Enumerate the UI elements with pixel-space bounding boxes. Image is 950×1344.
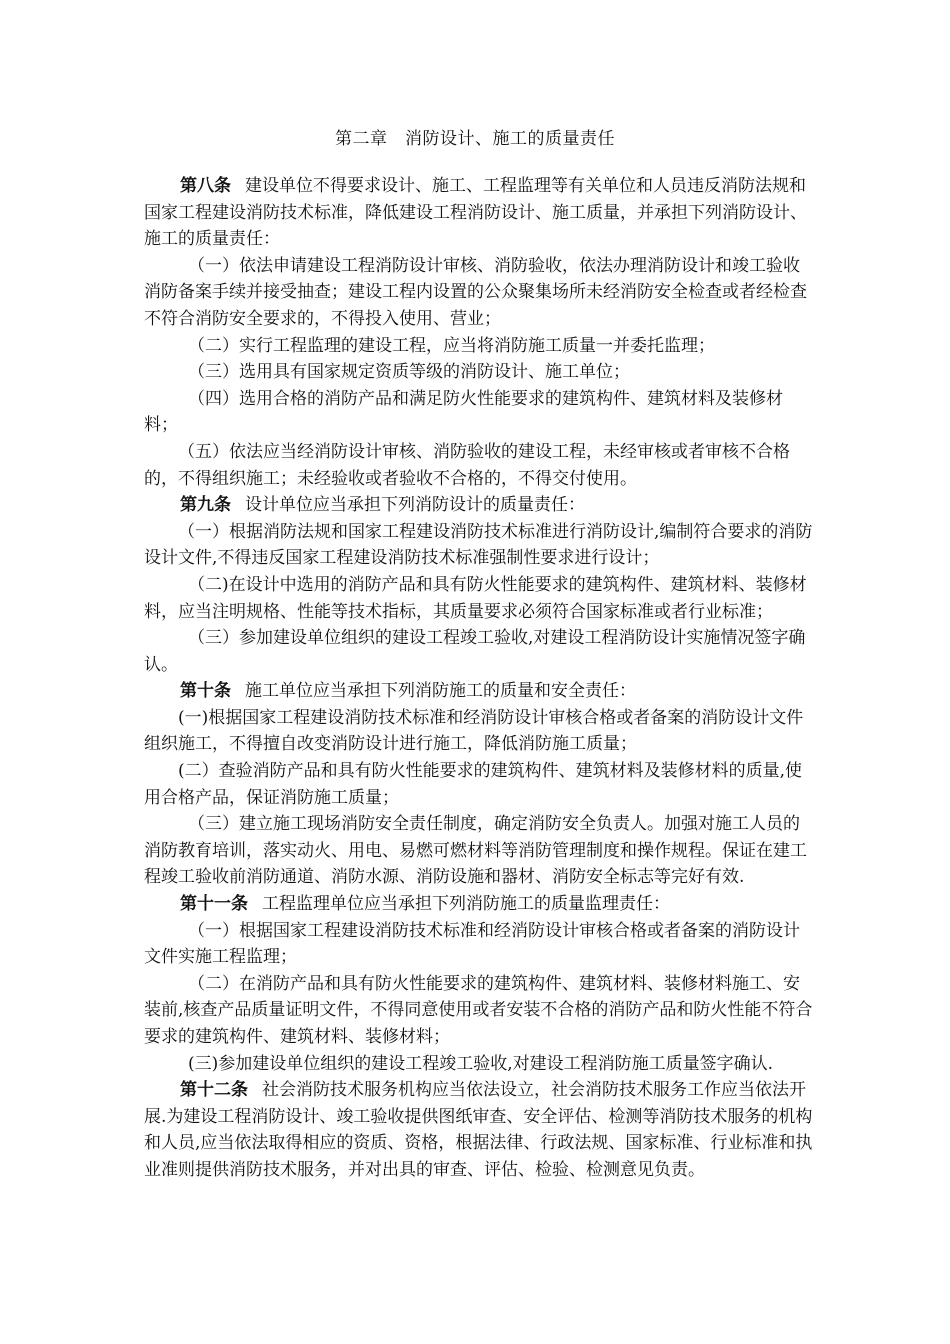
article-10-item-2: (二）查验消防产品和具有防火性能要求的建筑构件、建筑材料及装修材料的质量,使用合格产品，保证消防施工质量；	[144, 761, 803, 808]
document-body	[144, 173, 814, 1184]
article-8-intro	[144, 173, 814, 253]
article-11-item-2: （二）在消防产品和具有防火性能要求的建筑构件、建筑材料、装修材料施工、安装前,核查产品质量证明文件，不得同意使用或者安装不合格的消防产品和防火性能不符合要求的建筑构件、建筑材料、装修材料；	[144, 973, 813, 1047]
article-8-item-3: （三）选用具有国家规定资质等级的消防设计、施工单位；	[188, 362, 630, 383]
article-9-text: 设计单位应当承担下列消防设计的质量责任：	[245, 495, 585, 516]
article-9-number: 第九条	[180, 495, 231, 516]
article-8-item-2: （二）实行工程监理的建设工程，应当将消防施工质量一并委托监理；	[188, 335, 715, 356]
article-11-intro	[144, 891, 814, 918]
article-9-item-1: （一）根据消防法规和国家工程建设消防技术标准进行消防设计,编制符合要求的消防设计文件,不得违反国家工程建设消防技术标准强制性要求进行设计；	[144, 521, 813, 569]
article-10-item-1: (一)根据国家工程建设消防技术标准和经消防设计审核合格或者备案的消防设计文件组织施工，不得擅自改变消防设计进行施工，降低消防施工质量；	[144, 707, 804, 755]
article-10-text: 施工单位应当承担下列消防施工的质量和安全责任：	[245, 681, 636, 702]
article-11-text: 工程监理单位应当承担下列消防施工的质量监理责任：	[262, 894, 670, 915]
article-12-text: 社会消防技术服务机构应当依法设立，社会消防技术服务工作应当依法开展.为建设工程消防设计、竣工验收提供图纸审查、安全评估、检测等消防技术服务的机构和人员,应当依法取得相应的资质、资格，根据法律、行政法规、国家标准、行业标准和执业准则提供消防技术服务，并对出具的审查、评估、检验、检测意见负责。	[144, 1080, 813, 1180]
article-11-item-3: (三)参加建设单位组织的建设工程竣工验收,对建设工程消防施工质量签字确认.	[188, 1053, 774, 1074]
article-11-number: 第十一条	[180, 894, 248, 915]
article-10-intro	[144, 678, 814, 705]
article-8-item-1: （一）依法申请建设工程消防设计审核、消防验收，依法办理消防设计和竣工验收消防备案手续并接受抽查；建设工程内设置的公众聚集场所未经消防安全检查或者经检查不符合消防安全要求的，不得投入使用、营业；	[144, 255, 807, 329]
article-8-item-4: （四）选用合格的消防产品和满足防火性能要求的建筑构件、建筑材料及装修材料；	[144, 388, 783, 436]
article-10-item-3: （三）建立施工现场消防安全责任制度，确定消防安全负责人。加强对施工人员的消防教育培训，落实动火、用电、易燃可燃材料等消防管理制度和操作规程。保证在建工程竣工验收前消防通道、消防水源、消防设施和器材、消防安全标志等完好有效.	[144, 814, 807, 888]
article-8-text: 建设单位不得要求设计、施工、工程监理等有关单位和人员违反消防法规和国家工程建设消防技术标准，降低建设工程消防设计、施工质量，并承担下列消防设计、施工的质量责任：	[144, 176, 807, 250]
article-12-intro	[144, 1077, 814, 1183]
article-9-item-3: （三）参加建设单位组织的建设工程竣工验收,对建设工程消防设计实施情况签字确认。	[144, 628, 806, 675]
article-10-number: 第十条	[180, 681, 231, 702]
article-11-item-1: （一）根据国家工程建设消防技术标准和经消防设计审核合格或者备案的消防设计文件实施工程监理；	[144, 920, 800, 968]
article-9-item-2: （二)在设计中选用的消防产品和具有防火性能要求的建筑构件、建筑材料、装修材料，应当注明规格、性能等技术指标，其质量要求必须符合国家标准或者行业标准；	[144, 574, 807, 622]
article-8-number: 第八条	[180, 176, 231, 196]
article-9-intro	[144, 492, 814, 519]
article-12-number: 第十二条	[180, 1080, 248, 1101]
chapter-title: 第二章 消防设计、施工的质量责任	[335, 129, 615, 149]
article-8-item-5: （五）依法应当经消防设计审核、消防验收的建设工程，未经审核或者审核不合格的，不得组织施工；未经验收或者验收不合格的，不得交付使用。	[144, 441, 790, 489]
